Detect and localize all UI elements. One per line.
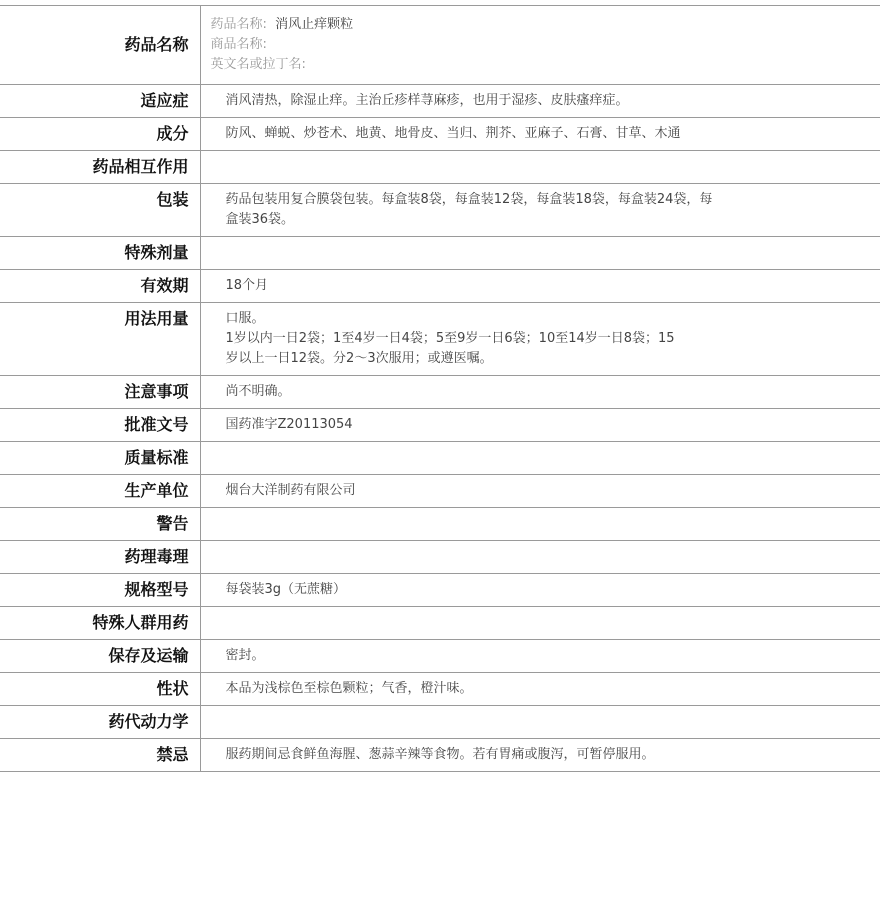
value-manufacturer: 烟台大洋制药有限公司 <box>225 483 356 498</box>
label-precautions: 注意事项 <box>0 376 200 409</box>
trade-name-line: 商品名称: <box>210 37 267 52</box>
value-warning <box>200 508 880 541</box>
usage-line-2: 1岁以内一日2袋；1至4岁一日4袋；5至9岁一日6袋；10至14岁一日8袋；15 <box>225 331 675 346</box>
row-ingredients <box>0 118 880 151</box>
label-storage: 保存及运输 <box>0 640 200 673</box>
label-warning: 警告 <box>0 508 200 541</box>
label-interactions: 药品相互作用 <box>0 151 200 184</box>
value-precautions: 尚不明确。 <box>225 384 291 399</box>
label-drug-name: 药品名称 <box>0 6 200 85</box>
label-indication: 适应症 <box>0 85 200 118</box>
row-special-population <box>0 607 880 640</box>
label-packaging: 包装 <box>0 184 200 237</box>
label-specification: 规格型号 <box>0 574 200 607</box>
value-ingredients: 防风、蝉蜕、炒苍术、地黄、地骨皮、当归、荆芥、亚麻子、石膏、甘草、木通 <box>225 126 681 141</box>
drug-name-line <box>211 15 761 35</box>
packaging-line-1: 药品包装用复合膜袋包装。每盒装8袋，每盒装12袋，每盒装18袋，每盒装24袋，每 <box>225 192 713 207</box>
value-approval: 国药准字Z20113054 <box>225 417 353 432</box>
drug-name-value: 消风止痒颗粒 <box>275 17 354 32</box>
row-warning <box>0 508 880 541</box>
row-appearance <box>0 673 880 706</box>
drug-info-table <box>0 5 880 772</box>
row-packaging <box>0 184 880 237</box>
row-manufacturer <box>0 475 880 508</box>
row-drug-name <box>0 6 880 85</box>
value-packaging <box>200 184 880 237</box>
row-interactions <box>0 151 880 184</box>
value-special-population <box>200 607 880 640</box>
row-pharmacokinetics <box>0 706 880 739</box>
row-pharmacology <box>0 541 880 574</box>
label-shelf-life: 有效期 <box>0 270 200 303</box>
value-specification: 每袋装3g（无蔗糖） <box>225 582 347 597</box>
drug-name-key: 药品名称: <box>210 17 267 32</box>
row-approval <box>0 409 880 442</box>
value-appearance: 本品为浅棕色至棕色颗粒；气香，橙汁味。 <box>225 681 473 696</box>
label-contraindications: 禁忌 <box>0 739 200 772</box>
value-special-dose <box>200 237 880 270</box>
label-pharmacokinetics: 药代动力学 <box>0 706 200 739</box>
usage-line-1: 口服。 <box>225 311 265 326</box>
row-shelf-life <box>0 270 880 303</box>
label-appearance: 性状 <box>0 673 200 706</box>
packaging-line-2: 盒装36袋。 <box>225 212 295 227</box>
value-pharmacokinetics <box>200 706 880 739</box>
value-usage <box>200 303 880 376</box>
value-interactions <box>200 151 880 184</box>
label-approval: 批准文号 <box>0 409 200 442</box>
label-quality-standard: 质量标准 <box>0 442 200 475</box>
row-special-dose <box>0 237 880 270</box>
value-quality-standard <box>200 442 880 475</box>
row-indication <box>0 85 880 118</box>
label-special-population: 特殊人群用药 <box>0 607 200 640</box>
row-precautions <box>0 376 880 409</box>
row-usage <box>0 303 880 376</box>
label-special-dose: 特殊剂量 <box>0 237 200 270</box>
value-storage: 密封。 <box>225 648 265 663</box>
row-storage <box>0 640 880 673</box>
value-drug-name-block <box>200 6 880 85</box>
row-specification <box>0 574 880 607</box>
label-manufacturer: 生产单位 <box>0 475 200 508</box>
usage-line-3: 岁以上一日12袋。分2～3次服用；或遵医嘱。 <box>225 351 493 366</box>
value-shelf-life: 18个月 <box>225 278 269 293</box>
english-name-line: 英文名或拉丁名: <box>210 57 306 72</box>
label-usage: 用法用量 <box>0 303 200 376</box>
label-ingredients: 成分 <box>0 118 200 151</box>
row-contraindications <box>0 739 880 772</box>
value-indication: 消风清热，除湿止痒。主治丘疹样荨麻疹，也用于湿疹、皮肤瘙痒症。 <box>225 93 629 108</box>
value-pharmacology <box>200 541 880 574</box>
label-pharmacology: 药理毒理 <box>0 541 200 574</box>
row-quality-standard <box>0 442 880 475</box>
value-contraindications: 服药期间忌食鲜鱼海腥、葱蒜辛辣等食物。若有胃痛或腹泻，可暂停服用。 <box>225 747 655 762</box>
